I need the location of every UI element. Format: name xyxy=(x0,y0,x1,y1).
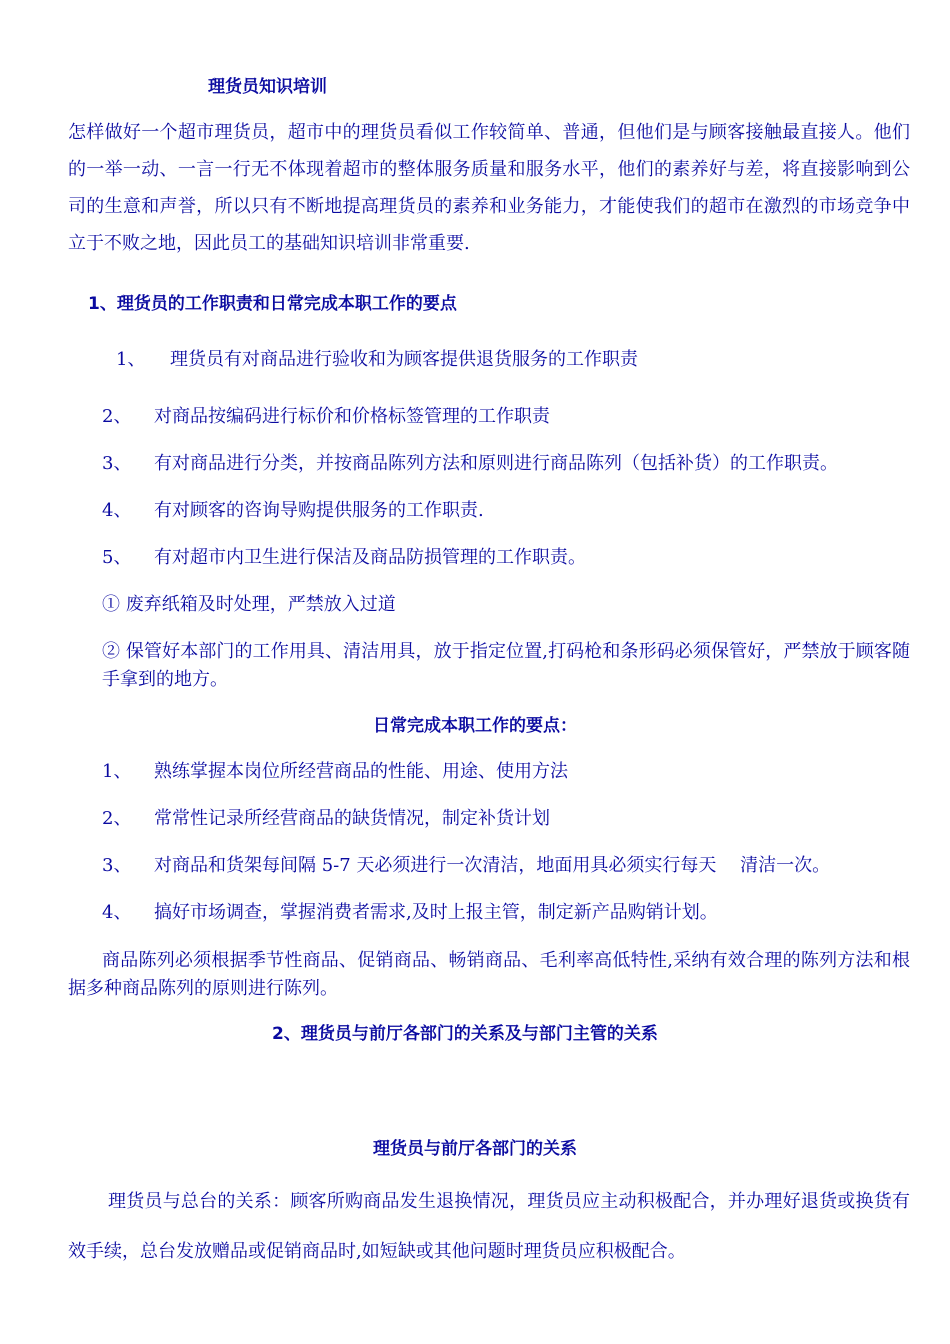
front-desk-paragraph: 理货员与总台的关系：顾客所购商品发生退换情况，理货员应主动积极配合，并办理好退货或换货有效手续，总台发放赠品或促销商品时,如短缺或其他问题时理货员应积极配合。 xyxy=(68,1191,910,1262)
section2-subheading: 理货员与前厅各部门的关系 xyxy=(373,1139,577,1159)
duty-item-2 xyxy=(102,406,550,428)
point-num: 2、 xyxy=(102,808,132,829)
duty-num: 3、 xyxy=(102,453,132,474)
point-item-1 xyxy=(102,761,568,783)
duty-num: 2、 xyxy=(102,406,132,427)
duty-item-5 xyxy=(102,547,586,569)
duty-text: 有对商品进行分类，并按商品陈列方法和原则进行商品陈列（包括补货）的工作职责。 xyxy=(154,453,838,474)
sub-item-2: ② 保管好本部门的工作用具、清洁用具，放于指定位置,打码枪和条形码必须保管好，严禁放于顾客随手拿到的地方。 xyxy=(102,641,910,690)
duty-item-3 xyxy=(102,453,838,475)
points-heading: 日常完成本职工作的要点： xyxy=(373,716,577,736)
display-note: 商品陈列必须根据季节性商品、促销商品、畅销商品、毛利率高低特性,采纳有效合理的陈列方法和根据多种商品陈列的原则进行陈列。 xyxy=(68,950,910,999)
duty-num: 5、 xyxy=(102,547,132,568)
sub-item-1: ① 废弃纸箱及时处理，严禁放入过道 xyxy=(102,594,396,615)
duty-text: 有对顾客的咨询导购提供服务的工作职责. xyxy=(154,500,484,521)
duty-item-1 xyxy=(116,349,638,371)
point-text: 常常性记录所经营商品的缺货情况，制定补货计划 xyxy=(154,808,550,829)
point-text: 熟练掌握本岗位所经营商品的性能、用途、使用方法 xyxy=(154,761,568,782)
document-title: 理货员知识培训 xyxy=(208,77,327,97)
duty-text: 对商品按编码进行标价和价格标签管理的工作职责 xyxy=(154,406,550,427)
section1-heading: 1、理货员的工作职责和日常完成本职工作的要点 xyxy=(88,294,457,314)
duty-text: 有对超市内卫生进行保洁及商品防损管理的工作职责。 xyxy=(154,547,586,568)
point-item-3 xyxy=(102,855,830,877)
point-num: 4、 xyxy=(102,902,132,923)
point-item-4 xyxy=(102,902,718,924)
point-num: 3、 xyxy=(102,855,132,876)
section2-heading: 2、理货员与前厅各部门的关系及与部门主管的关系 xyxy=(272,1024,658,1044)
duty-num: 4、 xyxy=(102,500,132,521)
intro-paragraph: 怎样做好一个超市理货员，超市中的理货员看似工作较简单、普通，但他们是与顾客接触最直接人。他们的一举一动、一言一行无不体现着超市的整体服务质量和服务水平，他们的素养好与差，将直接影响到公司的生意和声誉，所以只有不断地提高理货员的素养和业务能力，才能使我们的超市在激烈的市场竞争中立于不败之地，因此员工的基础知识培训非常重要. xyxy=(68,122,910,254)
point-num: 1、 xyxy=(102,761,132,782)
point-text: 搞好市场调查，掌握消费者需求,及时上报主管，制定新产品购销计划。 xyxy=(154,902,718,923)
point-item-2 xyxy=(102,808,550,830)
duty-item-4 xyxy=(102,500,484,522)
duty-text: 理货员有对商品进行验收和为顾客提供退货服务的工作职责 xyxy=(170,349,638,370)
point-text: 对商品和货架每间隔 5-7 天必须进行一次清洁，地面用具必须实行每天 清洁一次。 xyxy=(154,855,831,876)
duty-num: 1、 xyxy=(116,349,146,370)
